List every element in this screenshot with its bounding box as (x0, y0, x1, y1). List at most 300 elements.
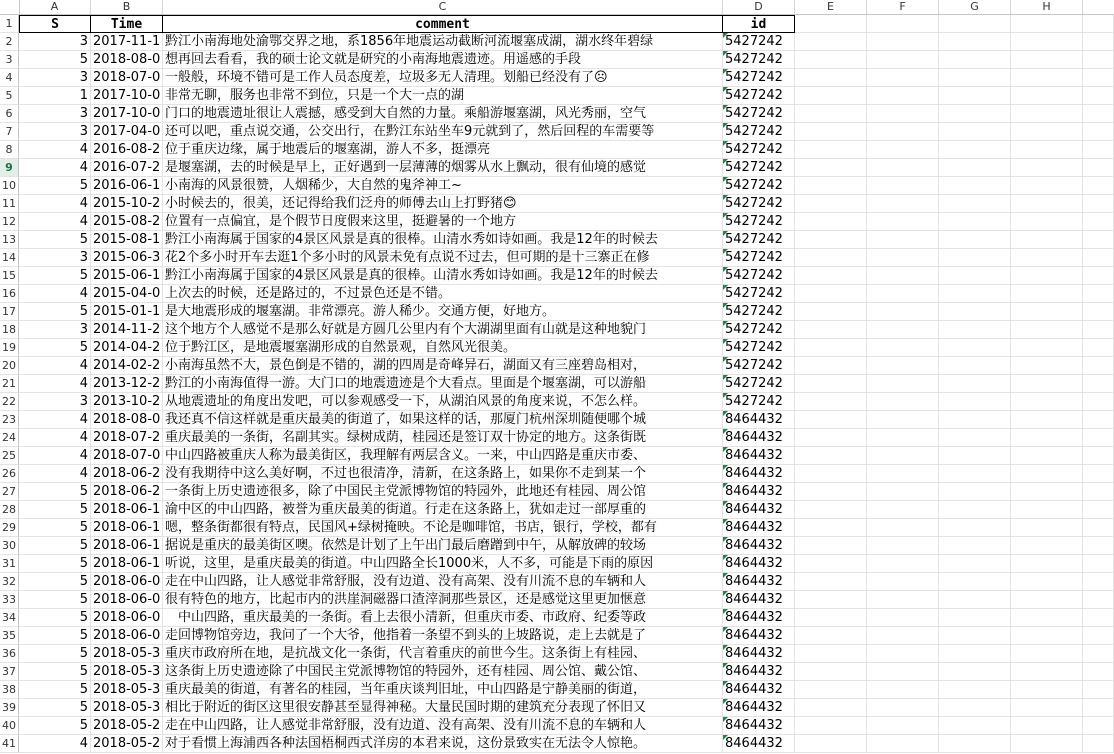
cell-comment[interactable]: 相比于附近的街区这里很安静甚至显得神秘。大量民国时期的建筑充分表现了怀旧又 (163, 699, 723, 717)
cell-comment[interactable]: 门口的地震遗址很让人震撼，感受到大自然的力量。乘船游堰塞湖，风光秀丽，空气 (163, 105, 723, 123)
cell[interactable] (1011, 699, 1083, 717)
cell-id[interactable]: 8464432 (723, 627, 795, 645)
cell-comment[interactable]: 从地震遗址的角度出发吧，可以参观感受一下，从湖泊风景的角度来说，不怎么样。 (163, 393, 723, 411)
cell-time[interactable]: 2018-06-1 (91, 537, 163, 555)
cell-id[interactable]: 5427242 (723, 105, 795, 123)
row-number[interactable]: 21 (0, 375, 19, 393)
cell[interactable] (1011, 141, 1083, 159)
cell-id[interactable]: 5427242 (723, 339, 795, 357)
cell-id[interactable]: 5427242 (723, 33, 795, 51)
cell[interactable] (939, 123, 1011, 141)
cell[interactable] (1011, 447, 1083, 465)
cell-id[interactable]: 8464432 (723, 591, 795, 609)
cell[interactable] (1083, 663, 1114, 681)
cell[interactable] (867, 537, 939, 555)
cell-comment[interactable]: 听说，这里，是重庆最美的街道。中山四路全长1000米，人不多，可能是下雨的原因 (163, 555, 723, 573)
cell-time[interactable]: 2017-10-0 (91, 105, 163, 123)
cell-score[interactable]: 5 (19, 555, 91, 573)
cell[interactable] (1011, 123, 1083, 141)
cell-score[interactable]: 5 (19, 717, 91, 735)
cell[interactable] (1011, 735, 1083, 753)
cell[interactable] (939, 231, 1011, 249)
row-number[interactable]: 28 (0, 501, 19, 519)
cell[interactable] (867, 627, 939, 645)
cell[interactable] (867, 735, 939, 753)
cell[interactable] (867, 213, 939, 231)
row-number[interactable]: 18 (0, 321, 19, 339)
row-number[interactable]: 27 (0, 483, 19, 501)
cell[interactable] (795, 465, 867, 483)
cell-comment[interactable]: 没有我期待中这么美好啊，不过也很清净，清新，在这条路上，如果你不走到某一个 (163, 465, 723, 483)
cell-id[interactable]: 5427242 (723, 87, 795, 105)
cell[interactable] (795, 483, 867, 501)
cell[interactable] (795, 699, 867, 717)
cell[interactable] (795, 501, 867, 519)
cell[interactable] (1011, 609, 1083, 627)
cell[interactable] (939, 573, 1011, 591)
row-number[interactable]: 34 (0, 609, 19, 627)
cell[interactable] (1083, 141, 1114, 159)
cell[interactable] (867, 141, 939, 159)
cell[interactable] (1083, 519, 1114, 537)
cell-id[interactable]: 5427242 (723, 357, 795, 375)
cell[interactable] (867, 15, 939, 33)
row-number[interactable]: 10 (0, 177, 19, 195)
cell[interactable] (867, 51, 939, 69)
row-number[interactable]: 3 (0, 51, 19, 69)
cell[interactable] (1083, 195, 1114, 213)
cell-comment[interactable]: 黔江的小南海值得一游。大门口的地震遗迹是个大看点。里面是个堰塞湖，可以游船 (163, 375, 723, 393)
cell-time[interactable]: 2018-06-1 (91, 519, 163, 537)
cell-id[interactable]: 8464432 (723, 483, 795, 501)
cell[interactable] (795, 231, 867, 249)
cell-time[interactable]: 2018-08-0 (91, 411, 163, 429)
cell[interactable] (939, 555, 1011, 573)
cell[interactable] (795, 663, 867, 681)
cell[interactable] (939, 15, 1011, 33)
cell-id[interactable]: 5427242 (723, 69, 795, 87)
cell[interactable] (795, 447, 867, 465)
cell[interactable] (1083, 501, 1114, 519)
cell-id[interactable]: 5427242 (723, 195, 795, 213)
cell[interactable] (867, 573, 939, 591)
cell[interactable] (795, 555, 867, 573)
cell-score[interactable]: 3 (19, 69, 91, 87)
cell-comment[interactable]: 还可以吧，重点说交通，公交出行，在黔江东站坐车9元就到了，然后回程的车需要等 (163, 123, 723, 141)
cell[interactable] (867, 123, 939, 141)
cell-score[interactable]: 4 (19, 735, 91, 753)
cell[interactable] (1011, 303, 1083, 321)
cell[interactable] (1083, 681, 1114, 699)
cell-comment[interactable]: 一条街上历史遗迹很多，除了中国民主党派博物馆的特园外，此地还有桂园、周公馆 (163, 483, 723, 501)
cell-id[interactable]: 8464432 (723, 717, 795, 735)
column-header-h[interactable]: H (1011, 0, 1083, 14)
cell-score[interactable]: 4 (19, 141, 91, 159)
row-number[interactable]: 26 (0, 465, 19, 483)
cell[interactable] (939, 681, 1011, 699)
cell[interactable] (1011, 465, 1083, 483)
column-header-g[interactable]: G (939, 0, 1011, 14)
header-cell-id[interactable]: id (723, 15, 795, 33)
cell[interactable] (867, 411, 939, 429)
cell[interactable] (1011, 357, 1083, 375)
cell[interactable] (939, 267, 1011, 285)
row-number[interactable]: 1 (0, 15, 19, 33)
cell-id[interactable]: 8464432 (723, 735, 795, 753)
row-number[interactable]: 22 (0, 393, 19, 411)
cell[interactable] (1011, 213, 1083, 231)
cell-comment[interactable]: 位于黔江区，是地震堰塞湖形成的自然景观，自然风光很美。 (163, 339, 723, 357)
cell[interactable] (1011, 411, 1083, 429)
cell-id[interactable]: 8464432 (723, 663, 795, 681)
row-number[interactable]: 23 (0, 411, 19, 429)
cell-score[interactable]: 5 (19, 231, 91, 249)
row-number[interactable]: 9 (0, 159, 19, 177)
cell[interactable] (939, 321, 1011, 339)
cell-time[interactable]: 2018-06-0 (91, 573, 163, 591)
cell[interactable] (867, 231, 939, 249)
cell[interactable] (1011, 231, 1083, 249)
cell-id[interactable]: 5427242 (723, 123, 795, 141)
cell[interactable] (939, 717, 1011, 735)
cell[interactable] (939, 249, 1011, 267)
cell-score[interactable]: 5 (19, 339, 91, 357)
cell[interactable] (1083, 285, 1114, 303)
cell[interactable] (1011, 159, 1083, 177)
cell-score[interactable]: 4 (19, 447, 91, 465)
cell-comment[interactable]: 对于看惯上海浦西各种法国梧桐西式洋房的本君来说，这份景致实在无法令人惊艳。 (163, 735, 723, 753)
cell[interactable] (795, 105, 867, 123)
cell[interactable] (795, 87, 867, 105)
cell-comment[interactable]: 是大地震形成的堰塞湖。非常漂亮。游人稀少。交通方便，好地方。 (163, 303, 723, 321)
row-number[interactable]: 13 (0, 231, 19, 249)
cell[interactable] (867, 249, 939, 267)
cell[interactable] (1083, 537, 1114, 555)
cell[interactable] (939, 465, 1011, 483)
cell-id[interactable]: 8464432 (723, 609, 795, 627)
cell[interactable] (795, 537, 867, 555)
row-number[interactable]: 41 (0, 735, 19, 753)
cell-comment[interactable]: 想再回去看看，我的硕士论文就是研究的小南海地震遗迹。用遥感的手段 (163, 51, 723, 69)
cell-comment[interactable]: 是堰塞湖，去的时候是早上，正好遇到一层薄薄的烟雾从水上飘动，很有仙境的感觉 (163, 159, 723, 177)
cell[interactable] (867, 69, 939, 87)
cell[interactable] (867, 699, 939, 717)
cell-score[interactable]: 5 (19, 681, 91, 699)
cell-time[interactable]: 2018-05-3 (91, 663, 163, 681)
cell[interactable] (939, 447, 1011, 465)
cell-id[interactable]: 5427242 (723, 249, 795, 267)
cell-comment[interactable]: 黔江小南海属于国家的4景区风景是真的很棒。山清水秀如诗如画。我是12年的时候去 (163, 231, 723, 249)
cell[interactable] (867, 321, 939, 339)
cell[interactable] (867, 285, 939, 303)
cell-comment[interactable]: 黔江小南海地处渝鄂交界之地，系1856年地震运动截断河流堰塞成湖，湖水终年碧绿 (163, 33, 723, 51)
cell[interactable] (1011, 285, 1083, 303)
cell[interactable] (939, 159, 1011, 177)
cell[interactable] (867, 645, 939, 663)
cell[interactable] (867, 609, 939, 627)
cell[interactable] (1011, 177, 1083, 195)
cell-id[interactable]: 5427242 (723, 267, 795, 285)
cell[interactable] (795, 51, 867, 69)
cell[interactable] (1011, 501, 1083, 519)
cell[interactable] (795, 393, 867, 411)
cell[interactable] (1011, 51, 1083, 69)
cell-comment[interactable]: 重庆最美的一条街，名副其实。绿树成荫，桂园还是签订双十协定的地方。这条街既 (163, 429, 723, 447)
cell[interactable] (1083, 591, 1114, 609)
cell-comment[interactable]: 中山四路，重庆最美的一条街。看上去很小清新，但重庆市委、市政府、纪委等政 (163, 609, 723, 627)
cell-score[interactable]: 4 (19, 285, 91, 303)
cell[interactable] (1011, 33, 1083, 51)
cell[interactable] (867, 393, 939, 411)
row-number[interactable]: 6 (0, 105, 19, 123)
cell-comment[interactable]: 嗯，整条街都很有特点，民国风+绿树掩映。不论是咖啡馆，书店，银行，学校，都有 (163, 519, 723, 537)
cell[interactable] (867, 267, 939, 285)
cell-id[interactable]: 5427242 (723, 213, 795, 231)
cell[interactable] (795, 303, 867, 321)
cell[interactable] (867, 681, 939, 699)
cell[interactable] (867, 663, 939, 681)
cell-time[interactable]: 2017-10-0 (91, 87, 163, 105)
row-number[interactable]: 30 (0, 537, 19, 555)
cell[interactable] (867, 339, 939, 357)
cell-time[interactable]: 2014-04-2 (91, 339, 163, 357)
row-number[interactable]: 32 (0, 573, 19, 591)
cell[interactable] (795, 591, 867, 609)
cell[interactable] (1011, 681, 1083, 699)
cell[interactable] (939, 429, 1011, 447)
cell-id[interactable]: 5427242 (723, 375, 795, 393)
cell[interactable] (867, 555, 939, 573)
cell[interactable] (1083, 15, 1114, 33)
cell-score[interactable]: 4 (19, 159, 91, 177)
row-number[interactable]: 4 (0, 69, 19, 87)
column-header-b[interactable]: B (91, 0, 163, 14)
cell[interactable] (795, 375, 867, 393)
cell[interactable] (1011, 537, 1083, 555)
cell-score[interactable]: 4 (19, 465, 91, 483)
cell-id[interactable]: 8464432 (723, 447, 795, 465)
cell-score[interactable]: 5 (19, 537, 91, 555)
cell[interactable] (939, 33, 1011, 51)
cell[interactable] (795, 33, 867, 51)
cell-comment[interactable]: 据说是重庆的最美街区噢。依然是计划了上午出门最后磨蹭到中午，从解放碑的较场 (163, 537, 723, 555)
cell-time[interactable]: 2017-04-0 (91, 123, 163, 141)
cell-score[interactable]: 5 (19, 573, 91, 591)
cell[interactable] (1011, 321, 1083, 339)
cell[interactable] (1083, 159, 1114, 177)
cell-time[interactable]: 2014-02-2 (91, 357, 163, 375)
cell-id[interactable]: 8464432 (723, 465, 795, 483)
cell[interactable] (1083, 105, 1114, 123)
cell[interactable] (939, 609, 1011, 627)
cell[interactable] (795, 627, 867, 645)
row-number[interactable]: 40 (0, 717, 19, 735)
cell-id[interactable]: 5427242 (723, 141, 795, 159)
cell-score[interactable]: 5 (19, 645, 91, 663)
cell[interactable] (795, 681, 867, 699)
cell[interactable] (939, 105, 1011, 123)
cell[interactable] (867, 375, 939, 393)
cell-score[interactable]: 3 (19, 393, 91, 411)
cell-id[interactable]: 5427242 (723, 285, 795, 303)
cell[interactable] (1011, 249, 1083, 267)
cell[interactable] (939, 339, 1011, 357)
cell-time[interactable]: 2018-05-3 (91, 681, 163, 699)
header-cell-time[interactable]: Time (91, 15, 163, 33)
cell-score[interactable]: 5 (19, 519, 91, 537)
cell[interactable] (795, 573, 867, 591)
cell-time[interactable]: 2018-06-0 (91, 609, 163, 627)
cell[interactable] (867, 357, 939, 375)
cell[interactable] (939, 87, 1011, 105)
cell-time[interactable]: 2018-05-2 (91, 717, 163, 735)
cell[interactable] (1011, 267, 1083, 285)
row-number[interactable]: 37 (0, 663, 19, 681)
cell-time[interactable]: 2018-08-0 (91, 51, 163, 69)
cell-time[interactable]: 2018-06-1 (91, 555, 163, 573)
cell-id[interactable]: 5427242 (723, 159, 795, 177)
row-number[interactable]: 5 (0, 87, 19, 105)
cell[interactable] (795, 267, 867, 285)
cell-score[interactable]: 3 (19, 321, 91, 339)
cell[interactable] (1083, 735, 1114, 753)
cell[interactable] (1083, 447, 1114, 465)
cell-comment[interactable]: 小南海虽然不大，景色倒是不错的，湖的四周是奇峰异石，湖面又有三座碧岛相对， (163, 357, 723, 375)
cell[interactable] (1011, 555, 1083, 573)
cell-time[interactable]: 2015-06-1 (91, 267, 163, 285)
row-number[interactable]: 35 (0, 627, 19, 645)
cell[interactable] (939, 375, 1011, 393)
cell-time[interactable]: 2018-05-3 (91, 699, 163, 717)
cell[interactable] (867, 195, 939, 213)
cell-score[interactable]: 3 (19, 123, 91, 141)
cell[interactable] (939, 519, 1011, 537)
cell-id[interactable]: 8464432 (723, 429, 795, 447)
row-number[interactable]: 31 (0, 555, 19, 573)
cell-score[interactable]: 5 (19, 483, 91, 501)
row-number[interactable]: 29 (0, 519, 19, 537)
cell[interactable] (795, 69, 867, 87)
cell[interactable] (1011, 483, 1083, 501)
cell-score[interactable]: 5 (19, 267, 91, 285)
cell-id[interactable]: 5427242 (723, 303, 795, 321)
cell-id[interactable]: 8464432 (723, 519, 795, 537)
cell-comment[interactable]: 位置有一点偏宜，是个假节日度假来这里，挺避暑的一个地方 (163, 213, 723, 231)
cell[interactable] (1011, 15, 1083, 33)
cell-time[interactable]: 2015-10-2 (91, 195, 163, 213)
cell-time[interactable]: 2018-07-0 (91, 447, 163, 465)
cell-id[interactable]: 8464432 (723, 699, 795, 717)
column-header-e[interactable]: E (795, 0, 867, 14)
cell-comment[interactable]: 中山四路被重庆人称为最美街区，我理解有两层含义。一来，中山四路是重庆市委、 (163, 447, 723, 465)
cell-time[interactable]: 2015-08-2 (91, 213, 163, 231)
cell-score[interactable]: 5 (19, 609, 91, 627)
cell-time[interactable]: 2013-10-2 (91, 393, 163, 411)
cell-score[interactable]: 3 (19, 105, 91, 123)
row-number[interactable]: 12 (0, 213, 19, 231)
cell-score[interactable]: 4 (19, 195, 91, 213)
cell-time[interactable]: 2016-07-2 (91, 159, 163, 177)
cell[interactable] (1011, 591, 1083, 609)
cell-comment[interactable]: 非常无聊，服务也非常不到位，只是一个大一点的湖 (163, 87, 723, 105)
cell-id[interactable]: 8464432 (723, 537, 795, 555)
cell-time[interactable]: 2014-11-2 (91, 321, 163, 339)
row-number[interactable]: 11 (0, 195, 19, 213)
cell[interactable] (795, 645, 867, 663)
cell[interactable] (1083, 303, 1114, 321)
cell[interactable] (939, 699, 1011, 717)
cell[interactable] (1083, 429, 1114, 447)
cell-comment[interactable]: 花2个多小时开车去逛1个多小时的风景未免有点说不过去，但可期的是十三寨正在修 (163, 249, 723, 267)
cell[interactable] (867, 465, 939, 483)
cell-time[interactable]: 2018-07-2 (91, 429, 163, 447)
cell-comment[interactable]: 一般般，环境不错可是工作人员态度差，垃圾多无人清理。划船已经没有了☹ (163, 69, 723, 87)
cell[interactable] (795, 285, 867, 303)
cell[interactable] (1011, 87, 1083, 105)
cell[interactable] (1011, 195, 1083, 213)
cell[interactable] (795, 339, 867, 357)
row-number[interactable]: 24 (0, 429, 19, 447)
cell[interactable] (1083, 645, 1114, 663)
cell[interactable] (1011, 105, 1083, 123)
cell[interactable] (1011, 663, 1083, 681)
cell[interactable] (1083, 69, 1114, 87)
cell-score[interactable]: 5 (19, 51, 91, 69)
row-number[interactable]: 38 (0, 681, 19, 699)
cell-comment[interactable]: 很有特色的地方，比起市内的洪崖洞磁器口渣滓洞那些景区，还是感觉这里更加惬意 (163, 591, 723, 609)
cell[interactable] (939, 285, 1011, 303)
header-cell-comment[interactable]: comment (163, 15, 723, 33)
cell[interactable] (939, 645, 1011, 663)
cell-comment[interactable]: 上次去的时候，还是路过的，不过景色还是不错。 (163, 285, 723, 303)
cell[interactable] (1083, 51, 1114, 69)
cell-score[interactable]: 3 (19, 249, 91, 267)
cell[interactable] (867, 429, 939, 447)
cell-score[interactable]: 5 (19, 591, 91, 609)
cell-id[interactable]: 5427242 (723, 177, 795, 195)
cell-score[interactable]: 4 (19, 411, 91, 429)
cell[interactable] (1083, 555, 1114, 573)
row-number[interactable]: 36 (0, 645, 19, 663)
cell-comment[interactable]: 走在中山四路，让人感觉非常舒服，没有边道、没有高架、没有川流不息的车辆和人 (163, 573, 723, 591)
cell-time[interactable]: 2018-06-0 (91, 627, 163, 645)
row-number[interactable]: 7 (0, 123, 19, 141)
cell-score[interactable]: 5 (19, 699, 91, 717)
cell-id[interactable]: 8464432 (723, 573, 795, 591)
cell[interactable] (939, 627, 1011, 645)
cell-comment[interactable]: 走回博物馆旁边，我问了一个大爷，他指着一条望不到头的上坡路说，走上去就是了 (163, 627, 723, 645)
cell[interactable] (1011, 69, 1083, 87)
cell-score[interactable]: 4 (19, 429, 91, 447)
row-number[interactable]: 15 (0, 267, 19, 285)
cell[interactable] (939, 411, 1011, 429)
cell-comment[interactable]: 这个地方个人感觉不是那么好就是方圆几公里内有个大湖湖里面有山就是这种地貌门 (163, 321, 723, 339)
cell[interactable] (1083, 177, 1114, 195)
cell[interactable] (795, 519, 867, 537)
cell[interactable] (1011, 339, 1083, 357)
cell-score[interactable]: 5 (19, 627, 91, 645)
cell-score[interactable]: 1 (19, 87, 91, 105)
cell-time[interactable]: 2016-08-2 (91, 141, 163, 159)
cell-score[interactable]: 4 (19, 213, 91, 231)
row-number[interactable]: 16 (0, 285, 19, 303)
cell[interactable] (1011, 627, 1083, 645)
cell[interactable] (1083, 339, 1114, 357)
cell[interactable] (867, 483, 939, 501)
cell-id[interactable]: 8464432 (723, 555, 795, 573)
cell-comment[interactable]: 小时候去的，很美，还记得给我们泛舟的师傅去山上打野猪😊 (163, 195, 723, 213)
cell[interactable] (867, 717, 939, 735)
